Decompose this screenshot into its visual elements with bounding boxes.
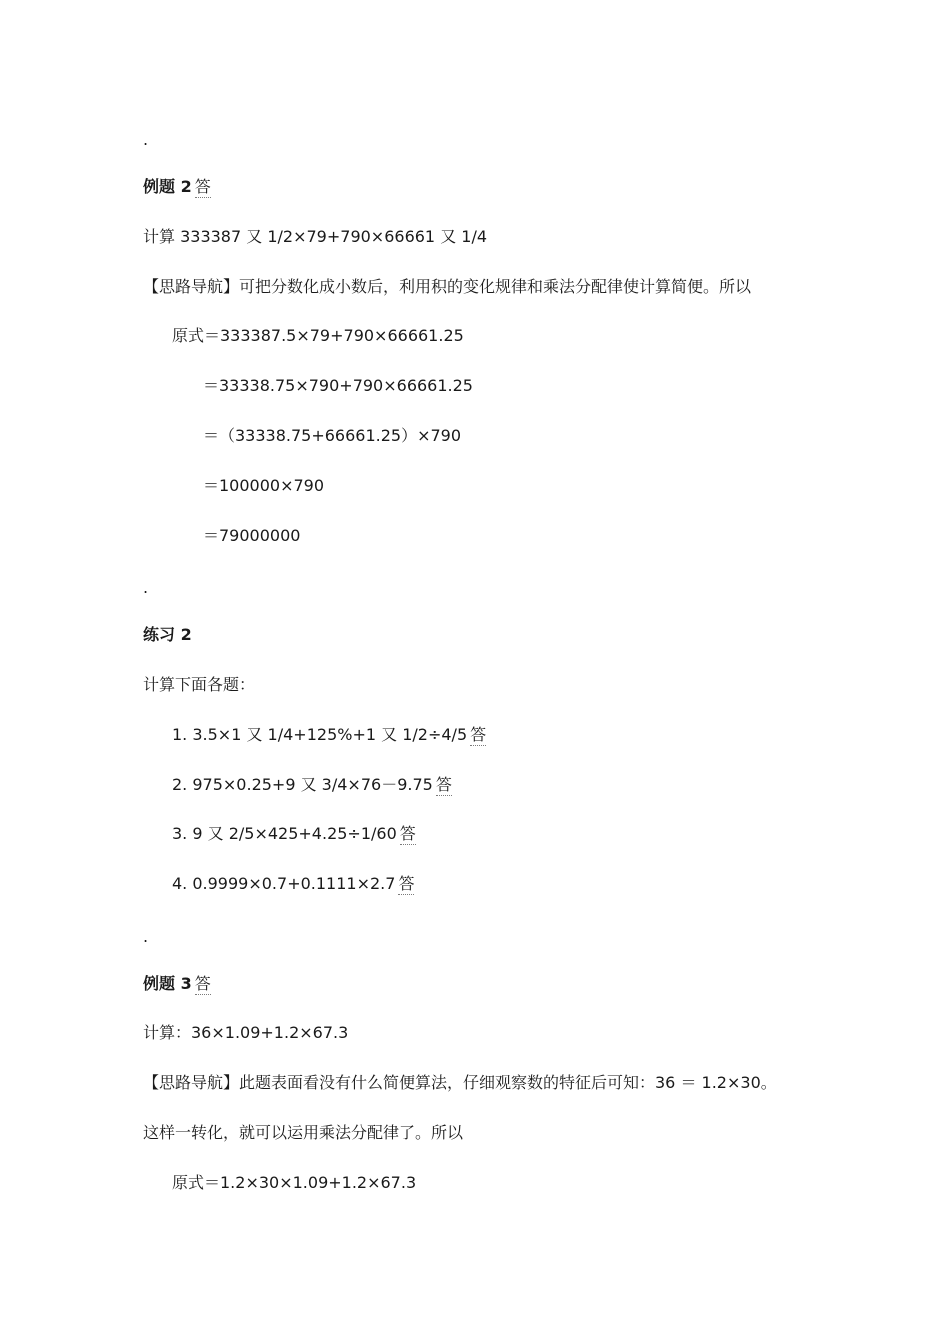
practice-2-item-answer-link[interactable]: 答 bbox=[398, 874, 415, 893]
separator-dot: . bbox=[143, 927, 149, 946]
example-2-heading bbox=[143, 176, 211, 198]
practice-2-item-text: 4. 0.9999×0.7+0.1111×2.7 bbox=[172, 874, 396, 893]
practice-2-item bbox=[172, 873, 414, 895]
practice-2-item bbox=[172, 823, 416, 845]
practice-2-item-answer-link[interactable]: 答 bbox=[470, 725, 487, 744]
practice-2-item bbox=[172, 724, 486, 746]
example-3-step-1: 原式＝1.2×30×1.09+1.2×67.3 bbox=[172, 1173, 417, 1192]
example-3-title: 例题 3 bbox=[143, 974, 192, 993]
practice-2-item-answer-link[interactable]: 答 bbox=[435, 775, 452, 794]
example-2-step-4: ＝100000×790 bbox=[203, 476, 325, 495]
practice-2-item-text: 3. 9 又 2/5×425+4.25÷1/60 bbox=[172, 824, 397, 843]
practice-2-item-text: 2. 975×0.25+9 又 3/4×76－9.75 bbox=[172, 775, 433, 794]
example-2-step-5: ＝79000000 bbox=[203, 526, 301, 545]
practice-2-intro: 计算下面各题： bbox=[143, 675, 256, 694]
example-2-step-2: ＝33338.75×790+790×66661.25 bbox=[203, 376, 473, 395]
separator-dot: . bbox=[143, 130, 149, 149]
example-3-hint-line-2: 这样一转化，就可以运用乘法分配律了。所以 bbox=[143, 1123, 464, 1142]
example-2-hint: 【思路导航】可把分数化成小数后，利用积的变化规律和乘法分配律使计算简便。所以 bbox=[143, 277, 752, 296]
example-2-problem: 计算 333387 又 1/2×79+790×66661 又 1/4 bbox=[143, 227, 488, 246]
practice-2-item bbox=[172, 774, 452, 796]
practice-2-item-answer-link[interactable]: 答 bbox=[399, 824, 416, 843]
example-2-answer-link[interactable]: 答 bbox=[194, 177, 211, 196]
example-2-step-3: ＝（33338.75+66661.25）×790 bbox=[203, 426, 462, 445]
separator-dot: . bbox=[143, 578, 149, 597]
practice-2-title: 练习 2 bbox=[143, 625, 192, 644]
practice-2-item-text: 1. 3.5×1 又 1/4+125%+1 又 1/2÷4/5 bbox=[172, 725, 468, 744]
example-3-hint-line-1: 【思路导航】此题表面看没有什么简便算法，仔细观察数的特征后可知：36 ＝ 1.2×30。 bbox=[143, 1073, 777, 1092]
example-2-step-1: 原式＝333387.5×79+790×66661.25 bbox=[172, 326, 464, 345]
example-3-answer-link[interactable]: 答 bbox=[194, 974, 211, 993]
example-3-problem: 计算：36×1.09+1.2×67.3 bbox=[143, 1023, 349, 1042]
example-3-heading bbox=[143, 973, 211, 995]
example-2-title: 例题 2 bbox=[143, 177, 192, 196]
